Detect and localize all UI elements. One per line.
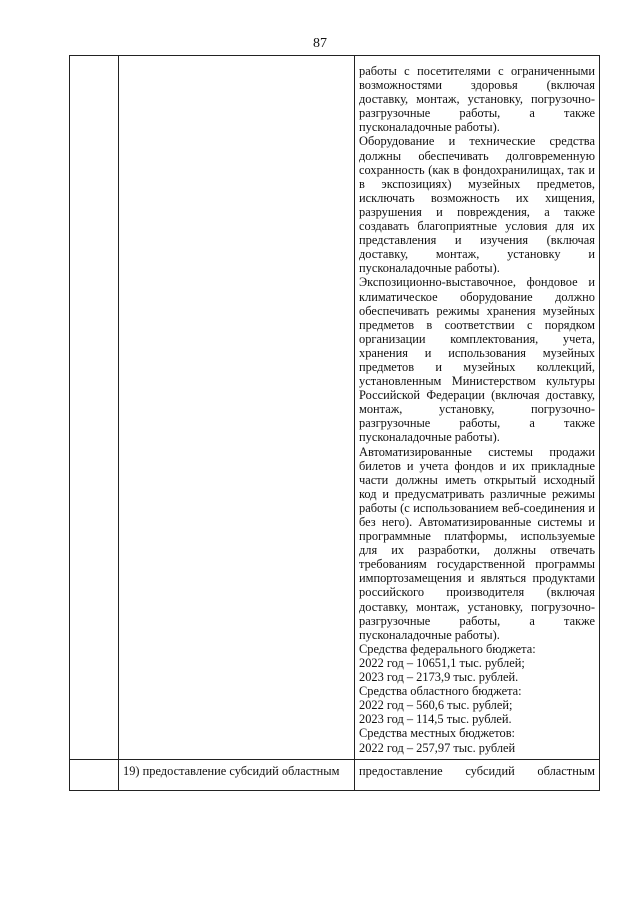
budget-line: Средства областного бюджета: [359, 684, 522, 699]
table-cell-number [70, 759, 119, 790]
table-row [70, 759, 600, 790]
table-cell-description [355, 56, 600, 760]
budget-line: Средства федерального бюджета: [359, 641, 536, 656]
budget-line: 2022 год – 257,97 тыс. рублей [359, 740, 516, 755]
table-row [70, 56, 600, 760]
description-paragraph: работы с посетителями с ограниченными возможностями здоровья (включая доставку, монтаж, установку, погрузочно-разгрузочные работы, а также пусконаладочные работы). [359, 64, 595, 135]
description-paragraph: Автоматизированные системы продажи билетов и учета фондов и их прикладные части должны иметь открытый исходный код и предусматривать различные режимы работы (с использованием веб-соединения и без него). Автоматизированные системы и программные платформы, используемые для их разработки, должны отвечать требованиям государственной программы импортозамещения и являться продуктами российского производителя (включая доставку, монтаж, установку, погрузочно-разгрузочные работы, а также пусконаладочные работы). [359, 444, 595, 642]
table-cell-number [70, 56, 119, 760]
description-paragraph: Оборудование и технические средства должны обеспечивать долговременную сохранность (как в фондохранилищах, так и в экспозициях) музейных предметов, исключать возможность их хищения, разрушения и повреждения, а также создавать благоприятные условия для их представления и изучения (включая доставку, монтаж, установку и пусконаладочные работы). [359, 134, 595, 276]
document-table [69, 55, 600, 791]
table-cell-event [119, 56, 355, 760]
budget-line: 2022 год – 560,6 тыс. рублей; [359, 698, 513, 713]
budget-line: Средства местных бюджетов: [359, 726, 515, 741]
description-paragraph: Экспозиционно-выставочное, фондовое и климатическое оборудование должно обеспечивать режимы хранения музейных предметов в соответствии с порядком организации комплектования, учета, хранения и использования музейных предметов и музейных коллекций, установленным Министерством культуры Российской Федерации (включая доставку, монтаж, установку, погрузочно-разгрузочные работы, а также пусконаладочные работы). [359, 275, 595, 445]
table-cell-description: предоставление субсидий областным [355, 759, 600, 790]
page-number: 87 [313, 36, 327, 51]
budget-line: 2023 год – 2173,9 тыс. рублей. [359, 670, 519, 685]
budget-line: 2022 год – 10651,1 тыс. рублей; [359, 655, 525, 670]
budget-line: 2023 год – 114,5 тыс. рублей. [359, 712, 512, 727]
table-cell-event: 19) предоставление субсидий областным [119, 759, 355, 790]
